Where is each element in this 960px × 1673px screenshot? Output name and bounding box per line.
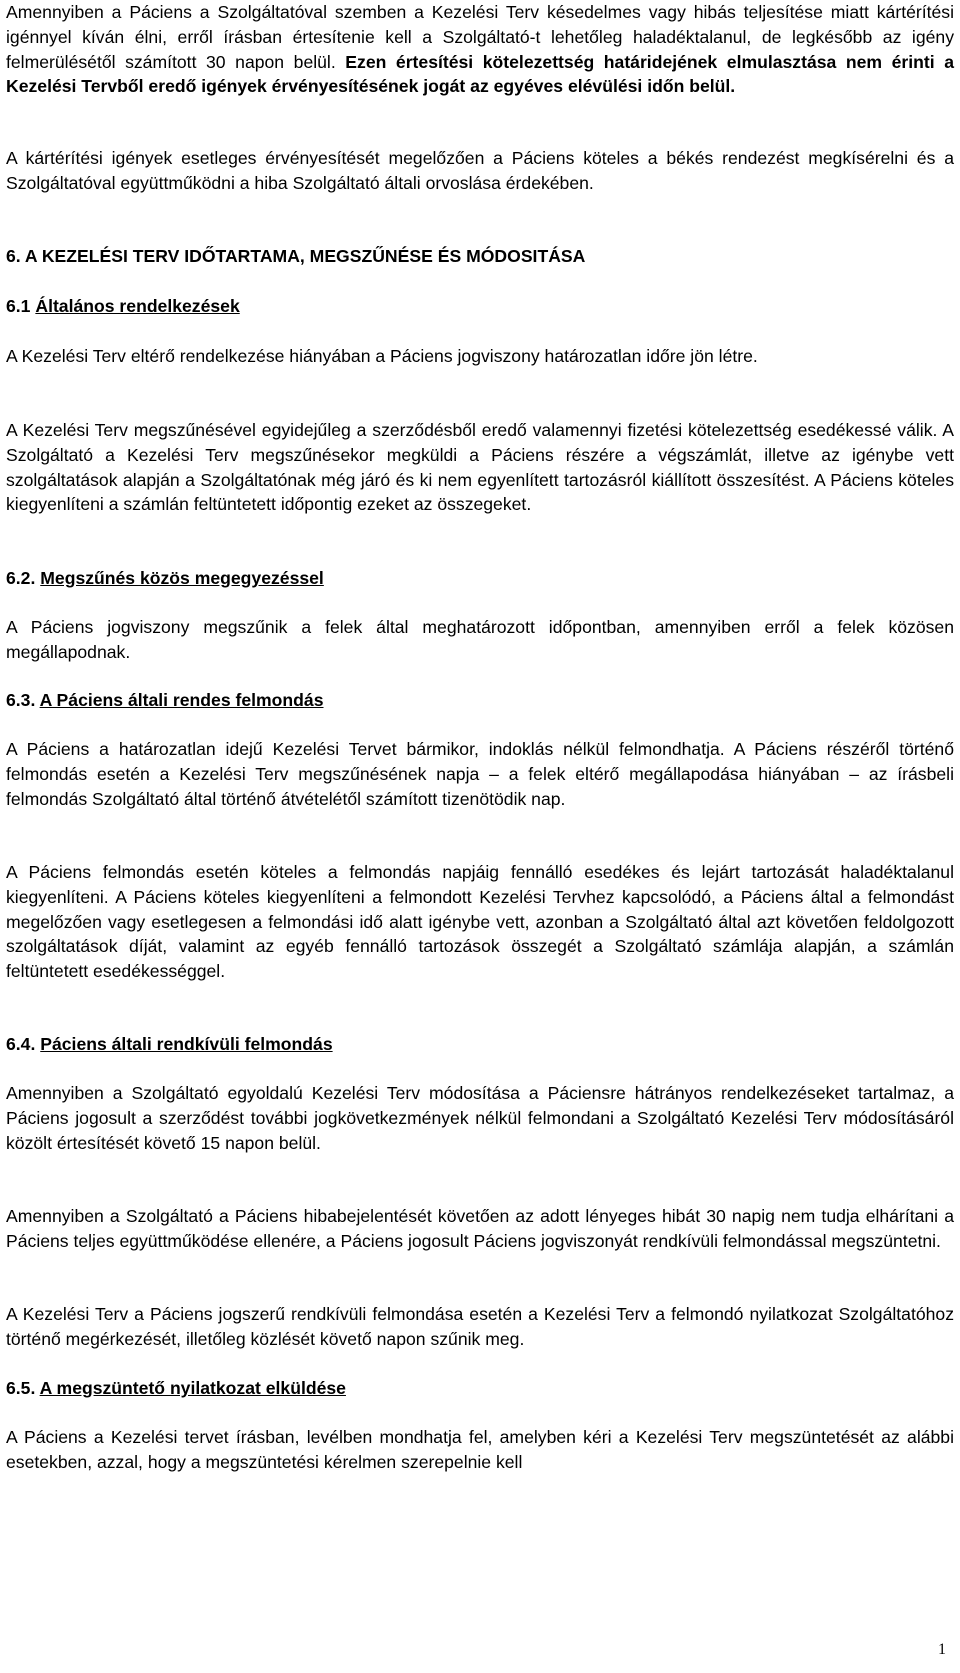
paragraph-termination-payment — [6, 418, 954, 517]
subsection-heading-6-3 — [6, 688, 954, 713]
paragraph-termination-notice — [6, 1425, 954, 1475]
paragraph-amicable-settlement — [6, 146, 954, 196]
paragraph-text: A Kezelési Terv megszűnésével egyidejűleg a szerződésből eredő valamennyi fizetési kötelezettség esedékessé válik. A Szolgáltató a Kezelési Terv megszűnésekor megküldi a Páciens részére a végszámlát, illetve az igénybe vett szolgáltatások alapján a Szolgáltatónak még járó és ki nem egyenlített tartozásról kiállított összesítést. A Páciens köteles kiegyenlíteni a számlán feltüntetett időpontig ezeket az összegeket. — [6, 420, 954, 515]
paragraph-text — [6, 0, 954, 99]
paragraph-text-regular: Amennyiben a Páciens a Szolgáltatóval szemben a Kezelési Terv késedelmes vagy hibás teljesítése miatt kártérítési igénnyel kíván élni, erről írásban értesítenie kell a Szolgáltató-t lehetőleg haladéktalanul, de legkésőbb az igény felmerülésétől számított 30 napon belül. — [6, 2, 954, 72]
subsection-title — [6, 566, 954, 591]
paragraph-ordinary-termination — [6, 737, 954, 811]
paragraph-unresolved-fault — [6, 1204, 954, 1254]
section-heading-6 — [6, 244, 954, 269]
subsection-number: 6.5. — [6, 1378, 36, 1398]
subsection-title — [6, 294, 954, 319]
paragraph-termination-debts — [6, 860, 954, 984]
subsection-label: A Páciens általi rendes felmondás — [39, 690, 324, 710]
subsection-label: Megszűnés közös megegyezéssel — [40, 568, 324, 588]
subsection-label: Páciens általi rendkívüli felmondás — [40, 1034, 333, 1054]
subsection-title — [6, 1032, 954, 1057]
subsection-title — [6, 688, 954, 713]
paragraph-text: Amennyiben a Szolgáltató a Páciens hibabejelentését követően az adott lényeges hibát 30 napig nem tudja elhárítani a Páciens teljes együttműködése ellenére, a Páciens jogosult Páciens jogviszonyát rendkívüli felmondással megszüntetni. — [6, 1206, 954, 1251]
paragraph-text: A Páciens a Kezelési tervet írásban, levélben mondhatja fel, amelyben kéri a Kezelési Terv megszüntetését az alábbi esetekben, azzal, hogy a megszüntetési kérelmen szerepelnie kell — [6, 1427, 954, 1472]
paragraph-text: Amennyiben a Szolgáltató egyoldalú Kezelési Terv módosítása a Páciensre hátrányos rendelkezéseket tartalmaz, a Páciens jogosult a szerződést további jogkövetkezmények nélkül felmondani a Szolgáltató Kezelési Terv módosításáról közölt értesítését követő 15 napon belül. — [6, 1083, 954, 1153]
section-title: 6. A KEZELÉSI TERV IDŐTARTAMA, MEGSZŰNÉSE ÉS MÓDOSITÁSA — [6, 246, 586, 266]
paragraph-text: A Kezelési Terv eltérő rendelkezése hiányában a Páciens jogviszony határozatlan időre jön létre. — [6, 346, 758, 366]
subsection-number: 6.2. — [6, 568, 36, 588]
subsection-number: 6.4. — [6, 1034, 36, 1054]
paragraph-text: A kártérítési igények esetleges érvényesítését megelőzően a Páciens köteles a békés rendezést megkísérelni és a Szolgáltatóval együttműködni a hiba Szolgáltató általi orvoslása érdekében. — [6, 148, 954, 193]
subsection-heading-6-1 — [6, 294, 954, 319]
subsection-number: 6.3. — [6, 690, 36, 710]
paragraph-extraordinary-effect — [6, 1302, 954, 1352]
paragraph-text-bold: Ezen értesítési kötelezettség határidejének elmulasztása nem érinti a Kezelési Tervből eredő igények érvényesítésének jogát az egyéves elévülési időn belül. — [6, 51, 954, 97]
subsection-number: 6.1 — [6, 296, 31, 316]
subsection-heading-6-4 — [6, 1032, 954, 1057]
paragraph-text: A Páciens jogviszony megszűnik a felek által meghatározott időpontban, amennyiben erről a felek közösen megállapodnak. — [6, 617, 954, 662]
subsection-label: Általános rendelkezések — [35, 296, 240, 316]
subsection-heading-6-5 — [6, 1376, 954, 1401]
paragraph-mutual-agreement — [6, 615, 954, 665]
subsection-heading-6-2 — [6, 566, 954, 591]
paragraph-text: A Kezelési Terv a Páciens jogszerű rendkívüli felmondása esetén a Kezelési Terv a felmondó nyilatkozat Szolgáltatóhoz történő megérkezését, illetőleg közlését követő napon szűnik meg. — [6, 1304, 954, 1349]
paragraph-text: A Páciens felmondás esetén köteles a felmondás napjáig fennálló esedékes és lejárt tartozását haladéktalanul kiegyenlíteni. A Páciens köteles kiegyenlíteni a felmondott Kezelési Tervhez kapcsolódó, a Páciens által a felmondást megelőzően vagy esetlegesen a felmondási idő alatt igénybe vett, azonban a Szolgáltató által azt követően feldolgozott szolgáltatások díját, valamint az egyéb fennálló tartozások összegét a Szolgáltató számlája alapján, a számlán feltüntetett esedékességgel. — [6, 862, 954, 982]
paragraph-damage-claim-notice — [6, 0, 954, 99]
page-number: 1 — [938, 1641, 946, 1658]
subsection-label: A megszüntető nyilatkozat elküldése — [39, 1378, 346, 1398]
paragraph-indefinite-term — [6, 344, 954, 369]
paragraph-text: A Páciens a határozatlan idejű Kezelési Tervet bármikor, indoklás nélkül felmondhatja. A Páciens részéről történő felmondás esetén a Kezelési Terv megszűnésének napja – a felek eltérő megállapodása hiányában – az írásbeli felmondás Szolgáltató által történő átvételétől számított tizenötödik nap. — [6, 739, 954, 809]
paragraph-unilateral-modification — [6, 1081, 954, 1155]
subsection-title — [6, 1376, 954, 1401]
